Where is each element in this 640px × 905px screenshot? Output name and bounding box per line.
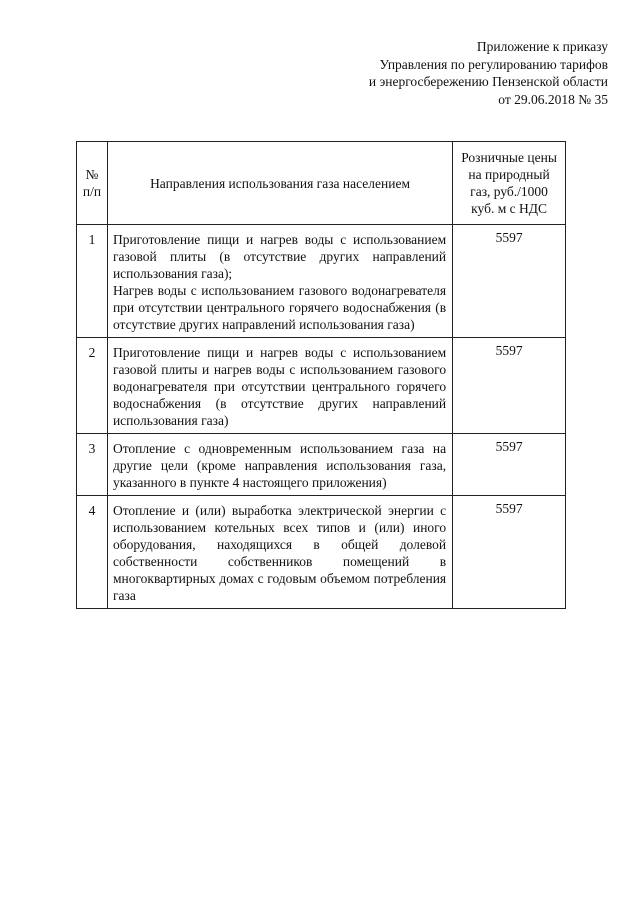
header-direction: Направления использования газа населением xyxy=(107,142,452,225)
header-line-appendix: Приложение к приказу xyxy=(476,39,608,54)
row-direction xyxy=(107,496,452,609)
row-num: 2 xyxy=(77,338,108,434)
row-price: 5597 xyxy=(453,338,566,434)
table-row xyxy=(77,434,566,496)
direction-text: Приготовление пищи и нагрев воды с использованием газовой плиты (в отсутствие других направлений использования газа); xyxy=(112,232,447,281)
header-line-region: и энергосбережению Пензенской области xyxy=(368,74,608,89)
row-num: 1 xyxy=(77,225,108,338)
row-num: 3 xyxy=(77,434,108,496)
row-price: 5597 xyxy=(453,434,566,496)
row-num: 4 xyxy=(77,496,108,609)
document-header xyxy=(188,38,608,108)
header-line-authority: Управления по регулированию тарифов xyxy=(379,56,608,72)
row-price: 5597 xyxy=(453,225,566,338)
table-header-row xyxy=(77,142,566,225)
header-line-order-date: от 29.06.2018 № 35 xyxy=(498,91,608,107)
row-direction xyxy=(107,225,452,338)
row-direction xyxy=(107,338,452,434)
table-row xyxy=(77,338,566,434)
direction-text: Отопление и (или) выработка электрической энергии с использованием котельных всех типов и (или) иного оборудования, находящихся в общей долевой собственности собственников помещений в многоквартирных домах с годовым объемом потребления газа xyxy=(112,503,447,603)
row-direction xyxy=(107,434,452,496)
direction-text: Приготовление пищи и нагрев воды с использованием газовой плиты и нагрев воды с использованием газового водонагревателя при отсутствии центрального горячего водоснабжения (в отсутствие других направлений использования газа) xyxy=(112,345,447,428)
direction-text: Отопление с одновременным использованием газа на другие цели (кроме направления использования газа, указанного в пункте 4 настоящего приложения) xyxy=(112,441,447,490)
header-price: Розничные цены на природный газ, руб./1000 куб. м с НДС xyxy=(453,142,566,225)
gas-prices-table xyxy=(76,141,566,609)
header-num: № п/п xyxy=(77,142,108,225)
row-price: 5597 xyxy=(453,496,566,609)
table-row xyxy=(77,225,566,338)
table-row xyxy=(77,496,566,609)
direction-text: Нагрев воды с использованием газового водонагревателя при отсутствии центрального горячего водоснабжения (в отсутствие других направлений использования газа) xyxy=(112,283,447,332)
